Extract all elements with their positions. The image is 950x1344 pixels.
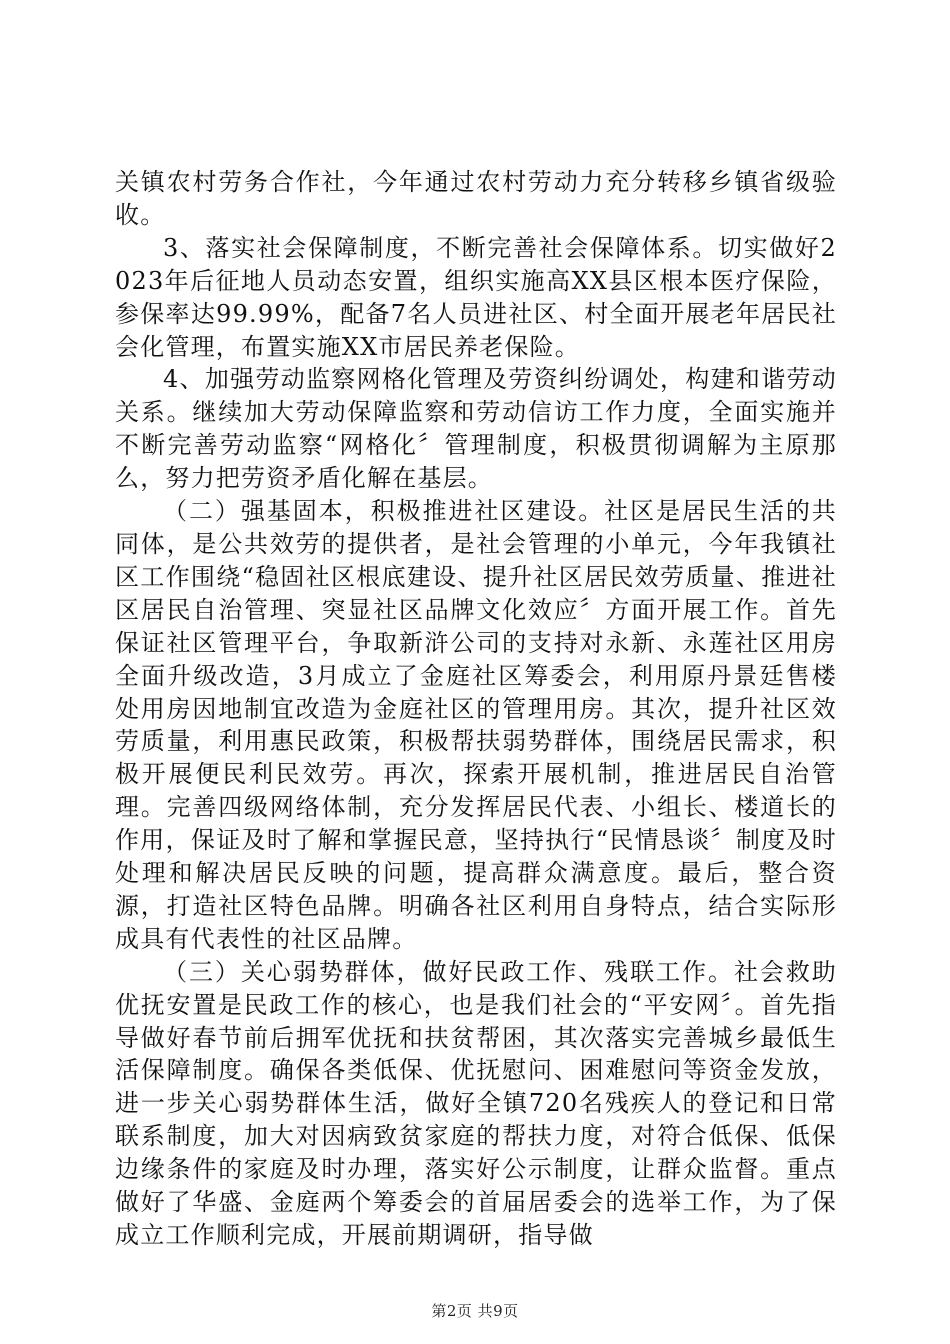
document-body (115, 166, 837, 1252)
paragraph-labor-supervision: 4、加强劳动监察网格化管理及劳资纠纷调处，构建和谐劳动关系。继续加大劳动保障监察和劳动信访工作力度，全面实施并不断完善劳动监察“网格化〞管理制度，积极贯彻调解为主原那么，努力把劳资矛盾化解在基层。 (115, 365, 837, 493)
paragraph-community-building: （二）强基固本，积极推进社区建设。社区是居民生活的共同体，是公共效劳的提供者，是社会管理的小单元，今年我镇社区工作围绕“稳固社区根底建设、提升社区居民效劳质量、推进社区居民自治管理、突显社区品牌文化效应〞方面开展工作。首先保证社区管理平台，争取新浒公司的支持对永新、永莲社区用房全面升级改造，3月成立了金庭社区筹委会，利用原丹景廷售楼处用房因地制宜改造为金庭社区的管理用房。其次，提升社区效劳质量，利用惠民政策，积极帮扶弱势群体，围绕居民需求，积极开展便民利民效劳。再次，探索开展机制，推进居民自治管理。完善四级网络体制，充分发挥居民代表、小组长、楼道长的作用，保证及时了解和掌握民意，坚持执行“民情恳谈〞制度及时处理和解决居民反映的问题，提高群众满意度。最后，整合资源，打造社区特色品牌。明确各社区利用自身特点，结合实际形成具有代表性的社区品牌。 (115, 497, 837, 953)
paragraph-social-security: 3、落实社会保障制度，不断完善社会保障体系。切实做好2023年后征地人员动态安置，组织实施高XX县区根本医疗保险，参保率达99.99%，配备7名人员进社区、村全面开展老年居民社会化管理，布置实施XX市居民养老保险。 (115, 233, 837, 361)
paragraph-vulnerable-groups: （三）关心弱势群体，做好民政工作、残联工作。社会救助优抚安置是民政工作的核心，也是我们社会的“平安网〞。首先指导做好春节前后拥军优抚和扶贫帮困，其次落实完善城乡最低生活保障制度。确保各类低保、优抚慰问、困难慰问等资金发放，进一步关心弱势群体生活，做好全镇720名残疾人的登记和日常联系制度，加大对因病致贫家庭的帮扶力度，对符合低保、低保边缘条件的家庭及时办理，落实好公示制度，让群众监督。重点做好了华盛、金庭两个筹委会的首届居委会的选举工作，为了保成立工作顺利完成，开展前期调研，指导做 (115, 957, 837, 1249)
page-number-footer: 第2页 共9页 (431, 1302, 519, 1320)
paragraph-continuation: 关镇农村劳务合作社，今年通过农村劳动力充分转移乡镇省级验收。 (115, 168, 837, 229)
